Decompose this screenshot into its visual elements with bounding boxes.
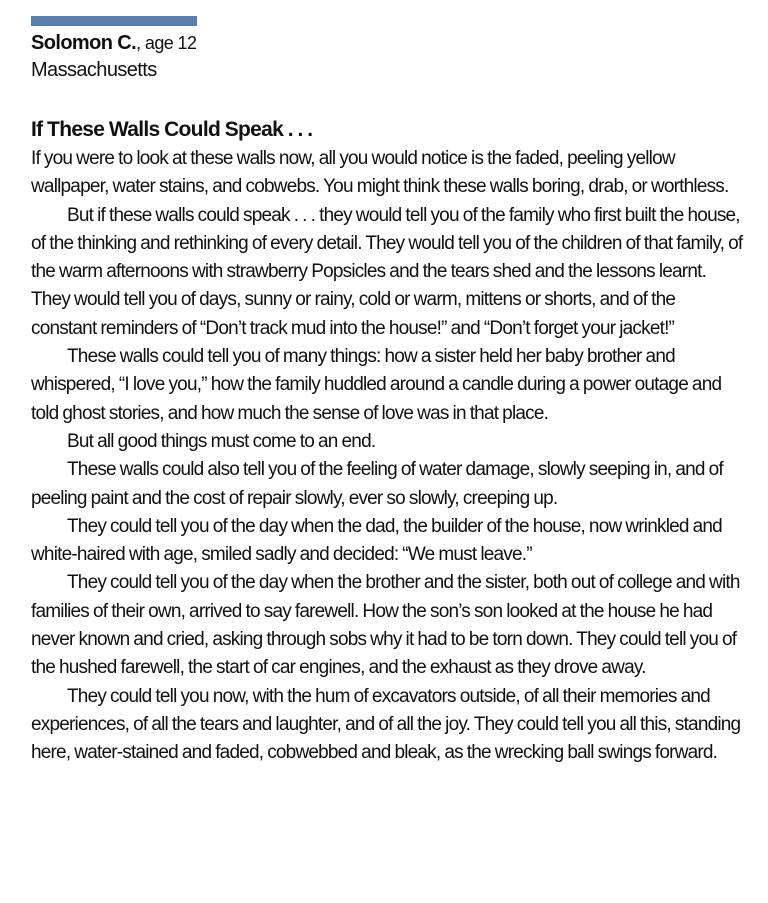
essay-paragraph: They could tell you of the day when the brother and the sister, both out of college and with families of their own, arrived to say farewell. How the son’s son looked at the house he had never known and cried, asking through sobs why it had to be torn down. They could tell you of the hushed farewell, the start of car engines, and the exhaust as they drove away. bbox=[31, 572, 740, 679]
accent-bar bbox=[31, 16, 197, 26]
essay-paragraph: If you were to look at these walls now, all you would notice is the faded, peeling yellow wallpaper, water stains, and cobwebs. You might think these walls boring, drab, or worthless. bbox=[31, 148, 729, 198]
essay-paragraph: These walls could tell you of many things: how a sister held her baby brother and whispered, “I love you,” how the family huddled around a candle during a power outage and told ghost stories, and how much the sense of love was in that place. bbox=[31, 346, 722, 424]
author-byline bbox=[31, 30, 196, 84]
essay-title: If These Walls Could Speak . . . bbox=[31, 118, 313, 141]
essay-paragraph: But all good things must come to an end. bbox=[67, 430, 376, 452]
author-name: Solomon C. bbox=[31, 32, 137, 54]
author-age: , age 12 bbox=[136, 33, 197, 53]
essay-paragraph: They could tell you now, with the hum of excavators outside, of all their memories and experiences, of all the tears and laughter, and of all the joy. They could tell you all this, standing here, water-stained and faded, cobwebbed and bleak, as the wrecking ball swings forward. bbox=[31, 685, 741, 764]
essay-paragraph: They could tell you of the day when the dad, the builder of the house, now wrinkled and white-haired with age, smiled sadly and decided: “We must leave.” bbox=[31, 515, 722, 566]
author-state: Massachusetts bbox=[31, 59, 157, 81]
essay-body bbox=[31, 115, 743, 768]
essay-paragraph: But if these walls could speak . . . they would tell you of the family who first built the house, of the thinking and rethinking of every detail. They would tell you of the children of that family, of the warm afternoons with strawberry Popsicles and the tears shed and the lessons learnt. They would tell you of days, sunny or rainy, cold or warm, mittens or shorts, and of the constant reminders of “Don’t track mud into the house!” and “Don’t forget your jacket!” bbox=[31, 204, 743, 339]
essay-paragraph: These walls could also tell you of the feeling of water damage, slowly seeping in, and of peeling paint and the cost of repair slowly, ever so slowly, creeping up. bbox=[31, 459, 723, 509]
